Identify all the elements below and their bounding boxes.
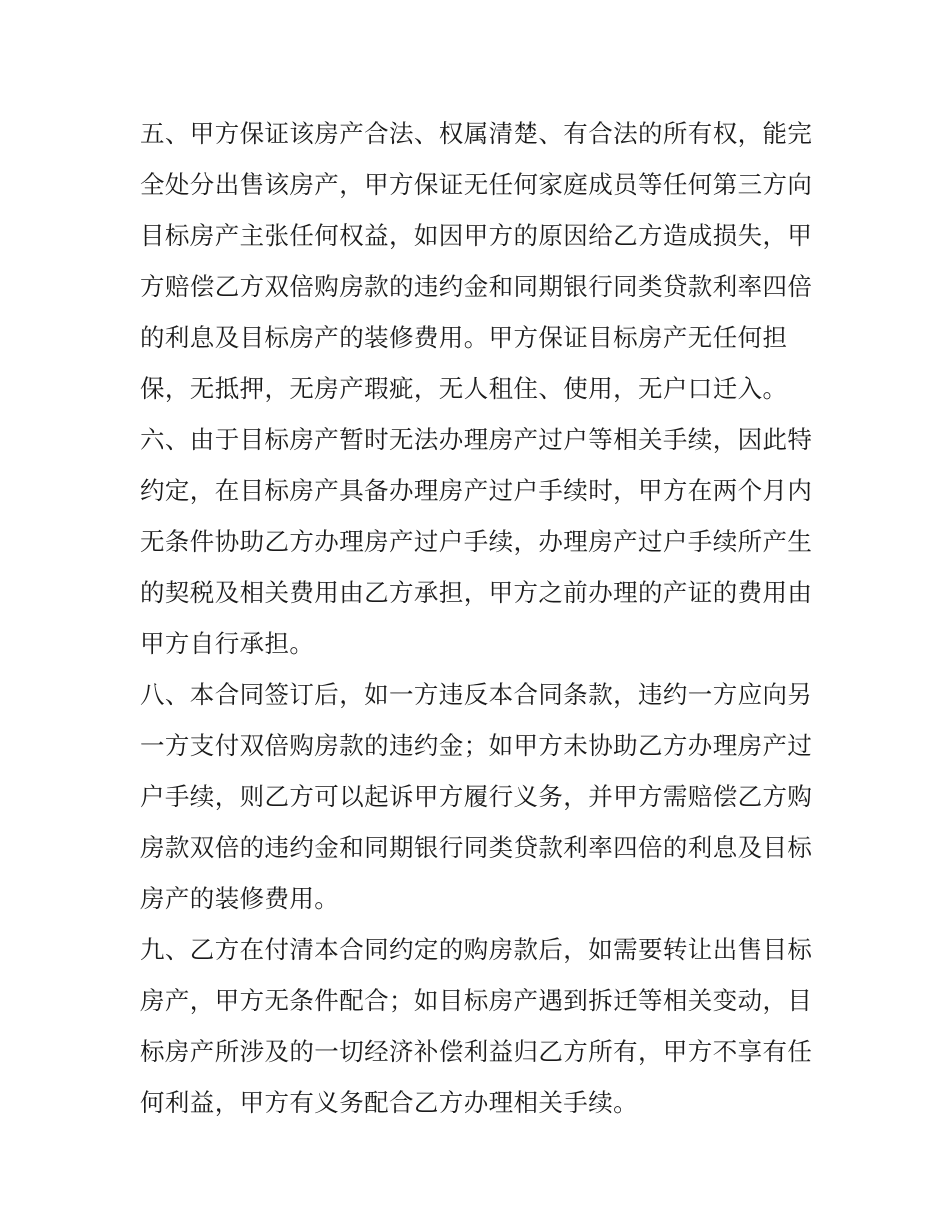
text-line: 何利益，甲方有义务配合乙方办理相关手续。 (140, 1088, 638, 1117)
clause-6 (140, 414, 830, 669)
text-line: 房款双倍的违约金和同期银行同类贷款利率四倍的利息及目标 (140, 833, 813, 862)
text-line: 标房产所涉及的一切经济补偿利益归乙方所有，甲方不享有任 (140, 1037, 813, 1066)
text-line: 目标房产主张任何权益，如因甲方的原因给乙方造成损失，甲 (140, 221, 813, 250)
text-line: 甲方自行承担。 (140, 629, 315, 658)
text-line: 全处分出售该房产，甲方保证无任何家庭成员等任何第三方向 (140, 170, 813, 199)
text-line: 无条件协助乙方办理房产过户手续，办理房产过户手续所产生 (140, 527, 813, 556)
text-line: 六、由于目标房产暂时无法办理房产过户等相关手续，因此特 (140, 425, 813, 454)
clause-8 (140, 669, 830, 924)
text-line: 约定，在目标房产具备办理房产过户手续时，甲方在两个月内 (140, 476, 813, 505)
text-line: 一方支付双倍购房款的违约金；如甲方未协助乙方办理房产过 (140, 731, 813, 760)
text-line: 房产的装修费用。 (140, 884, 340, 913)
text-line: 九、乙方在付清本合同约定的购房款后，如需要转让出售目标 (140, 935, 813, 964)
contract-body (140, 108, 830, 1128)
clause-5 (140, 108, 830, 414)
text-line: 的契税及相关费用由乙方承担，甲方之前办理的产证的费用由 (140, 578, 813, 607)
text-line: 八、本合同签订后，如一方违反本合同条款，违约一方应向另 (140, 680, 813, 709)
clause-9 (140, 924, 830, 1128)
text-line: 户手续，则乙方可以起诉甲方履行义务，并甲方需赔偿乙方购 (140, 782, 813, 811)
text-line: 的利息及目标房产的装修费用。甲方保证目标房产无任何担 (140, 323, 788, 352)
text-line: 方赔偿乙方双倍购房款的违约金和同期银行同类贷款利率四倍 (140, 272, 813, 301)
text-line: 五、甲方保证该房产合法、权属清楚、有合法的所有权，能完 (140, 119, 813, 148)
text-line: 房产，甲方无条件配合；如目标房产遇到拆迁等相关变动，目 (140, 986, 813, 1015)
text-line: 保，无抵押，无房产瑕疵，无人租住、使用，无户口迁入。 (140, 374, 788, 403)
